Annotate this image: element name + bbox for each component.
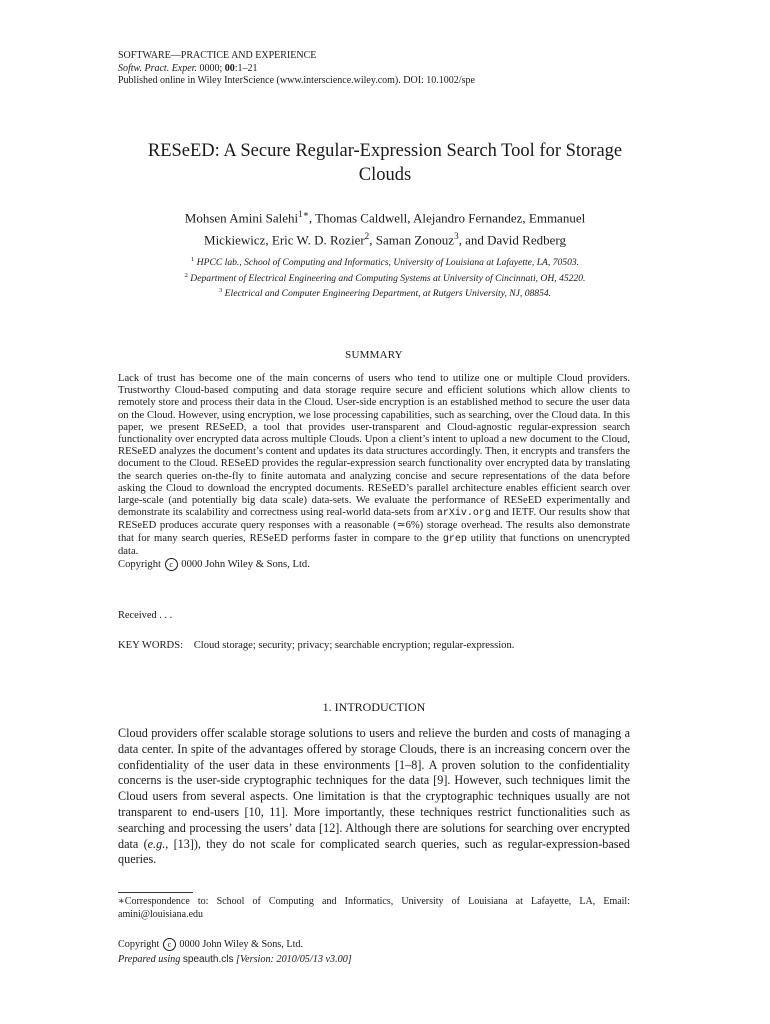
journal-volume: 00 — [224, 62, 235, 74]
abstract-text-2: and IETF. Our results show that RESeED produces accurate query responses with a reasonable (≃6%) storage overhead. The results also demonstrate that for many search queries, RESeED performs faster in compare to the — [118, 507, 630, 544]
author-3: Mickiewicz, Eric W. D. Rozier — [204, 232, 365, 248]
author-1-sup: 1∗ — [298, 209, 309, 219]
footer-prepared-post: [Version: 2010/05/13 v3.00] — [233, 954, 352, 965]
keywords-list: Cloud storage; security; privacy; searchable encryption; regular-expression. — [193, 640, 515, 651]
keywords — [118, 640, 658, 651]
abstract-arxiv: arXiv.org — [436, 508, 491, 520]
affiliation-2-num: 2 — [184, 271, 188, 279]
paper-title — [100, 139, 670, 187]
introduction-heading: 1. INTRODUCTION — [322, 700, 426, 714]
journal-year: 0000; — [199, 62, 223, 74]
author-4: , Saman Zonouz — [369, 232, 455, 248]
intro-emphasis: e.g., — [147, 836, 169, 851]
summary-heading: SUMMARY — [345, 349, 403, 361]
affiliation-2 — [90, 270, 680, 286]
journal-abbrev: Softw. Pract. Exper. — [118, 62, 197, 74]
affiliation-1-num: 1 — [190, 256, 195, 263]
footnote-rule — [118, 892, 193, 893]
journal-header — [118, 50, 475, 88]
keywords-label: KEY WORDS: — [118, 640, 184, 651]
abstract-copyright-post: 0000 John Wiley & Sons, Ltd. — [178, 559, 310, 571]
affiliation-1-text: HPCC lab., School of Computing and Informatics, University of Louisiana at Lafayette, LA, 70503. — [196, 257, 580, 269]
correspondence-footnote: ∗Correspondence to: School of Computing and Informatics, University of Louisiana at Lafayette, LA, Email: amini@louisiana.edu — [118, 896, 630, 920]
author-2: , Thomas Caldwell, Alejandro Fernandez, Emmanuel — [308, 210, 586, 226]
affiliation-3-text: Electrical and Computer Engineering Department, at Rutgers University, NJ, 08854. — [224, 288, 552, 300]
intro-text-end: [13]), they do not scale for complicated search queries, such as regular-expression-based queries. — [118, 836, 631, 867]
intro-text: Cloud providers offer scalable storage solutions to users and relieve the burden and costs of managing a data center. In spite of the advantages offered by storage Clouds, there is an increasing concern over the confidentiality of the user data in these environments [1–8]. A proven solution to the confidentiality concerns is the user-side cryptographic techniques for the data [9]. However, such techniques limit the Cloud users from several aspects. One limitation is that the cryptographic techniques usually are not transparent to end-users [10, 11]. More importantly, these techniques restrict functionalities such as searching and processing the users’ data [12]. Although there are solutions for searching over encrypted data ( — [118, 726, 630, 851]
abstract-copyright — [118, 559, 310, 570]
affiliation-2-text: Department of Electrical Engineering and Computing Systems at University of Cincinnati, OH, 45220. — [190, 272, 586, 284]
footer-copyright-pre: Copyright — [118, 939, 162, 950]
journal-citation — [118, 63, 475, 76]
abstract-grep: grep — [442, 533, 467, 545]
received-line: Received . . . — [118, 610, 173, 621]
journal-pages: :1–21 — [234, 62, 258, 74]
paper-title-line2: Clouds — [358, 165, 412, 185]
copyright-symbol-icon: c — [165, 558, 178, 571]
affiliations — [90, 254, 680, 301]
author-3-sup: 2 — [364, 231, 370, 242]
footer-copyright — [118, 938, 303, 951]
author-1: Mohsen Amini Salehi — [184, 210, 299, 226]
affiliation-3 — [90, 285, 680, 301]
footer-copyright-post: 0000 John Wiley & Sons, Ltd. — [176, 939, 304, 950]
abstract-text-3: utility that functions on unencrypted data. — [118, 532, 630, 557]
journal-published-line: Published online in Wiley InterScience (www.interscience.wiley.com). DOI: 10.1002/spe — [118, 75, 475, 86]
affiliation-1 — [90, 254, 680, 270]
footer-prepared — [118, 954, 352, 965]
author-5: , and David Redberg — [458, 232, 566, 248]
footer-copyright-symbol-icon: c — [163, 938, 176, 951]
introduction-paragraph — [118, 726, 630, 868]
abstract-copyright-pre: Copyright — [118, 559, 164, 571]
footer-prepared-cls: speauth.cls — [182, 954, 234, 965]
author-list — [100, 205, 670, 250]
journal-name: SOFTWARE—PRACTICE AND EXPERIENCE — [118, 50, 317, 61]
abstract-text-1: Lack of trust has become one of the main concerns of users who tend to utilize one or multiple Cloud providers. Trustworthy Cloud-based computing and data storage require secure and efficient solutions which allow clients to remotely store and process their data in the Cloud. User-side encryption is an established method to secure the user data on the Cloud. However, using encryption, we lose processing capabilities, such as searching, over the Cloud data. In this paper, we present RESeED, a tool that provides user-transparent and Cloud-agnostic regular-expression search functionality over encrypted data across multiple Clouds. Upon a client’s intent to upload a new document to the Cloud, RESeED analyzes the document’s content and updates its data structures accordingly. Then, it encrypts and transfers the document to the Cloud. RESeED provides the regular-expression search functionality over encrypted data by translating the search queries on-the-fly to finite automata and analyzing concise and secure representations of the data before asking the Cloud to download the encrypted documents. RESeED’s parallel architecture enables efficient search over large-scale (and potentially big data scale) data-sets. We evaluate the performance of RESeED experimentally and demonstrate its scalability and correctness using real-world data-sets from — [118, 373, 630, 519]
abstract — [118, 373, 630, 571]
footer-prepared-pre: Prepared using — [118, 954, 183, 965]
affiliation-3-num: 3 — [218, 287, 223, 295]
paper-title-line1: RESeED: A Secure Regular-Expression Search Tool for Storage — [147, 141, 623, 161]
author-4-sup: 3 — [454, 231, 459, 242]
